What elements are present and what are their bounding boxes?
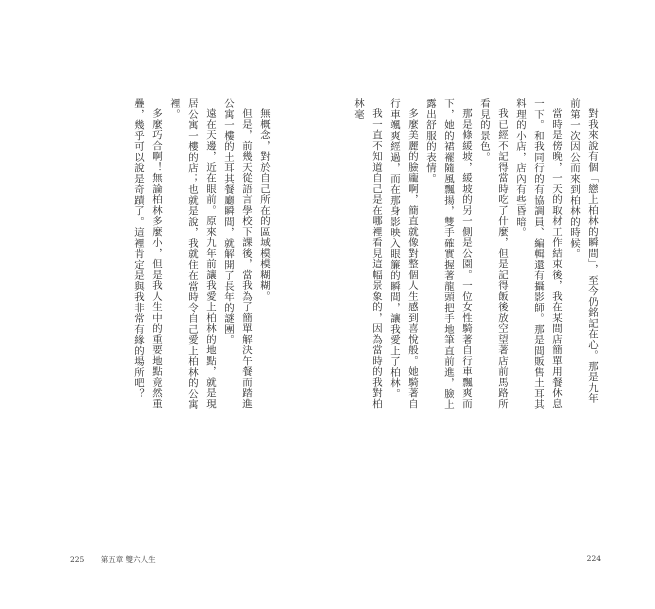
paragraph: 多麼巧合啊！無論柏林多麼小，但是我人生中的重要地點竟然重疊，幾乎可以說是奇蹟了。這裡肯定是與我非常有緣的場所吧？ bbox=[132, 98, 162, 410]
paragraph: 那是條緩坡，緩坡的另一側是公園。一位女性騎著自行車飄爽而下，她的裙襬隨風飄揚，雙手確實握著龍頭把手地筆直前進，臉上露出舒服的表情。 bbox=[424, 98, 472, 410]
left-page-text bbox=[129, 98, 273, 414]
right-folio bbox=[587, 554, 615, 563]
page-number: 224 bbox=[586, 554, 601, 563]
right-page bbox=[327, 0, 655, 609]
paragraph: 多麼美麗的臉龐啊，簡直就像對整個人生感到喜悅般。她騎著自行車颯爽經過，而在那身影映入眼簾的瞬間，讓我愛上了柏林。 bbox=[388, 98, 418, 410]
right-page-text bbox=[349, 98, 601, 414]
chapter-title: 第五章 雙六人生 bbox=[100, 555, 156, 564]
page-number: 225 bbox=[70, 555, 85, 564]
paragraph: 我已經不記得當時吃了什麼，但是記得飯後放空望著店前馬路所看見的景色。 bbox=[478, 98, 508, 410]
paragraph: 對我來說有個「戀上柏林的瞬間」，至今仍銘記在心。那是九年前第一次因公而來到柏林的時候。 bbox=[568, 98, 598, 405]
paragraph: 我一直不知道自己是在哪裡看見這幅景象的，因為當時的我對柏林毫 bbox=[352, 98, 382, 410]
paragraph: 遠在天邊，近在眼前。原來九年前讓我愛上柏林的地點，就是現居公寓一樓的店；也就是說，我就住在當時令自己愛上柏林的公寓裡。 bbox=[168, 98, 216, 410]
paragraph: 當時是傍晚，一天的取材工作結束後，我在某間店簡單用餐休息一下。和我同行的有協調員、編輯還有攝影師。那是間販售土耳其料理的小店，店內有些昏暗。 bbox=[514, 98, 562, 410]
left-page bbox=[0, 0, 327, 609]
paragraph: 但是，前幾天從語言學校下課後，當我為了簡單解決午餐而踏進公寓一樓的土耳其餐廳瞬間，就解開了長年的謎團。 bbox=[222, 98, 252, 410]
left-folio bbox=[70, 554, 170, 565]
paragraph: 無概念，對於自己所在的區域模模糊糊。 bbox=[258, 108, 270, 302]
